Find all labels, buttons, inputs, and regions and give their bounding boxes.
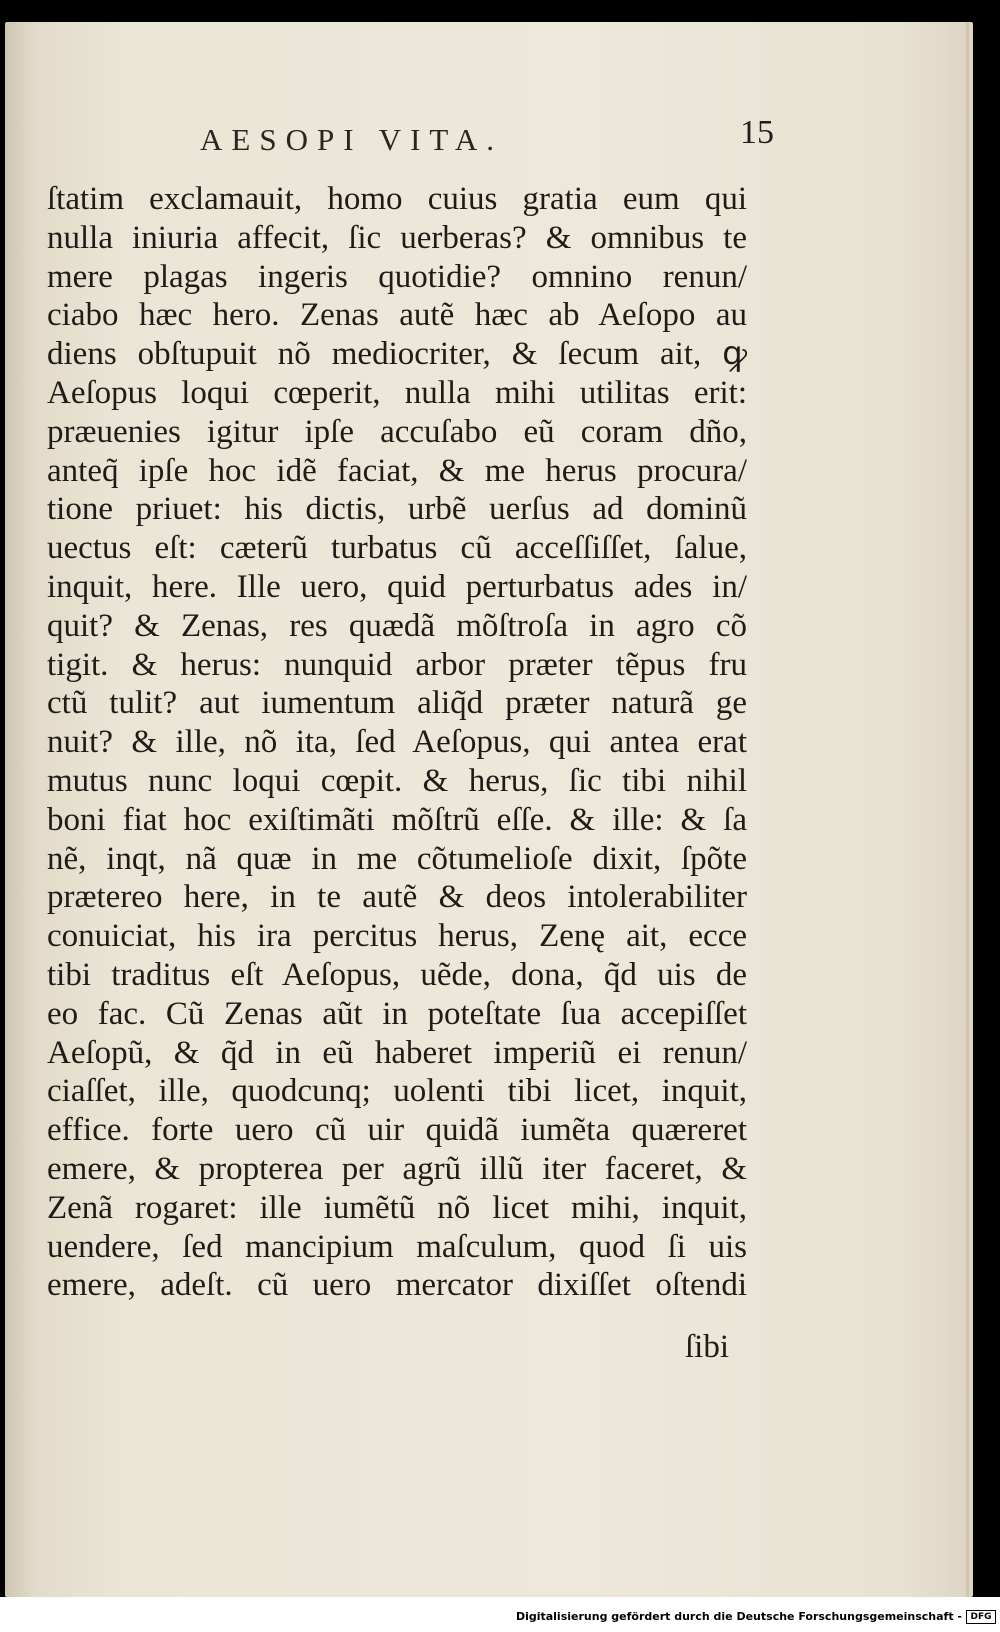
text-line: præuenies igitur ipſe accuſabo eũ coram dño, <box>47 413 747 450</box>
text-line: nuit? & ille, nõ ita, ſed Aeſopus, qui antea erat <box>47 724 747 761</box>
text-line: uectus eſt: cæterũ turbatus cũ acceſſiſſet, ſalue, <box>47 530 747 567</box>
text-line: tibi traditus eſt Aeſopus, uẽde, dona, q̃d uis de <box>47 956 747 993</box>
text-line: boni fiat hoc exiſtimãti mõſtrũ eſſe. & ille: & ſa <box>47 801 747 838</box>
text-line: prætereo here, in te autẽ & deos intolerabiliter <box>47 879 747 916</box>
footer-credit: Digitalisierung gefördert durch die Deutsche Forschungsgemeinschaft - <box>515 1610 962 1623</box>
book-page <box>5 22 973 1597</box>
text-line: nẽ, inqt, nã quæ in me cõtumelioſe dixit, ſpõte <box>47 840 747 877</box>
text-line: ciabo hæc hero. Zenas autẽ hæc ab Aeſopo au <box>47 297 747 334</box>
text-line: effice. forte uero cũ uir quidã iumẽta quæreret <box>47 1112 747 1149</box>
catchword: ſibi <box>685 1329 730 1365</box>
text-line: tione priuet: his dictis, urbẽ uerſus ad dominũ <box>47 491 747 528</box>
text-line: conuiciat, his ira percitus herus, Zenę ait, ecce <box>47 918 747 955</box>
text-line: Zenã rogaret: ille iumẽtũ nõ licet mihi, inquit, <box>47 1189 747 1226</box>
text-line: emere, adeſt. cũ uero mercator dixiſſet oſtendi <box>47 1267 747 1304</box>
text-line: inquit, here. Ille uero, quid perturbatus ades in/ <box>47 568 747 605</box>
text-line: mutus nunc loqui cœpit. & herus, ſic tibi nihil <box>47 762 747 799</box>
text-line: ciaſſet, ille, quodcunq; uolenti tibi licet, inquit, <box>47 1073 747 1110</box>
text-line: uendere, ſed mancipium maſculum, quod ſi uis <box>47 1228 747 1265</box>
body-text <box>47 180 747 1305</box>
dfg-logo: DFG <box>966 1610 996 1624</box>
text-line: tigit. & herus: nunquid arbor præter tẽpus fru <box>47 646 747 683</box>
page-number: 15 <box>740 114 774 151</box>
text-line: ctũ tulit? aut iumentum aliq̃d præter naturã ge <box>47 685 747 722</box>
text-line: quit? & Zenas, res quædã mõſtroſa in agro cõ <box>47 607 747 644</box>
text-line: ſtatim exclamauit, homo cuius gratia eum qui <box>47 181 747 217</box>
text-line: Aeſopus loqui cœperit, nulla mihi utilitas erit: <box>47 374 747 411</box>
footer-bar <box>0 1597 1000 1632</box>
text-line: Aeſopũ, & q̃d in eũ haberet imperiũ ei renun/ <box>47 1034 747 1071</box>
text-line: emere, & propterea per agrũ illũ iter faceret, & <box>47 1150 747 1187</box>
text-line: eo fac. Cũ Zenas aũt in poteſtate ſua accepiſſet <box>47 995 747 1032</box>
page-edge <box>966 22 969 1597</box>
text-line: nulla iniuria affecit, ſic uerberas? & omnibus te <box>47 219 747 256</box>
text-line: anteq̃ ipſe hoc idẽ faciat, & me herus procura/ <box>47 452 747 489</box>
running-head: AESOPI VITA. <box>200 122 504 157</box>
text-line: diens obſtupuit nõ mediocriter, & ſecum ait, ꝙ <box>47 336 747 373</box>
text-line: mere plagas ingeris quotidie? omnino renun/ <box>47 258 747 295</box>
